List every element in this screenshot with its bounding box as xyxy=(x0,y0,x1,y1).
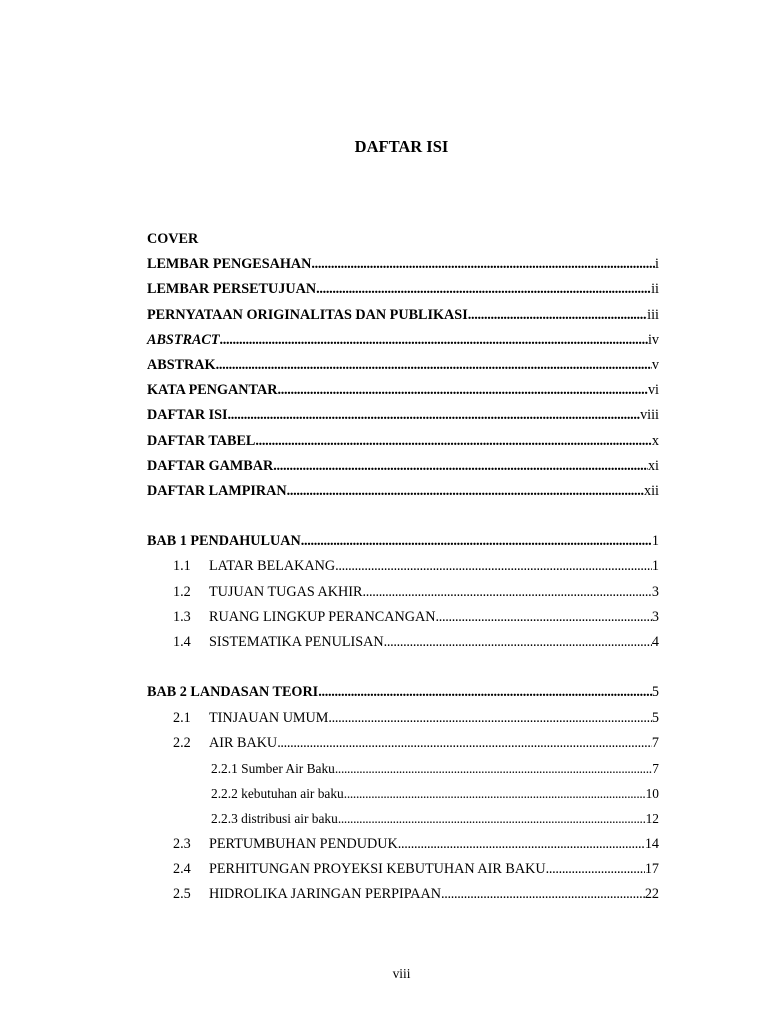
toc-page-number: 7 xyxy=(652,760,659,776)
dot-leader xyxy=(338,806,646,831)
toc-label: DAFTAR GAMBAR xyxy=(147,457,274,474)
toc-label: AIR BAKU xyxy=(209,734,278,751)
dot-leader xyxy=(468,303,647,328)
toc-subsection xyxy=(147,756,659,781)
dot-leader xyxy=(435,605,651,630)
toc-chapter-bab-1 xyxy=(147,529,659,554)
toc-label: DAFTAR ISI xyxy=(147,407,228,424)
toc-page-number: 17 xyxy=(644,860,659,877)
dot-leader xyxy=(311,252,655,277)
toc-section xyxy=(147,605,659,630)
toc-label: TUJUAN TUGAS AKHIR xyxy=(209,583,363,600)
toc-entry-daftar-gambar xyxy=(147,454,659,479)
toc-section xyxy=(147,857,659,882)
spacer xyxy=(147,655,659,680)
toc-chapter-bab-2 xyxy=(147,680,659,705)
toc-label: BAB 2 LANDASAN TEORI xyxy=(147,684,319,701)
toc-section xyxy=(147,731,659,756)
toc-label: BAB 1 PENDAHULUAN xyxy=(147,533,301,550)
toc-label: LEMBAR PENGESAHAN xyxy=(147,256,312,273)
toc-label: RUANG LINGKUP PERANCANGAN xyxy=(209,608,436,625)
toc-section xyxy=(147,554,659,579)
toc-section xyxy=(147,832,659,857)
toc-label: ABSTRAK xyxy=(147,356,216,373)
toc-page-number: iii xyxy=(647,306,659,323)
toc-section xyxy=(147,580,659,605)
toc-label: TINJAUAN UMUM xyxy=(209,709,329,726)
dot-leader xyxy=(316,277,651,302)
toc-label: PERHITUNGAN PROYEKSI KEBUTUHAN AIR BAKU xyxy=(209,860,546,877)
dot-leader xyxy=(344,781,646,806)
toc-section xyxy=(147,882,659,907)
dot-leader xyxy=(384,630,652,655)
toc-entry-lembar-pengesahan xyxy=(147,252,659,277)
toc-page-number: i xyxy=(655,256,659,273)
toc-section xyxy=(147,630,659,655)
toc-page-number: iv xyxy=(647,331,659,348)
toc-page-number: xi xyxy=(647,457,659,474)
toc-page-number: 4 xyxy=(651,634,659,650)
toc-entry-pernyataan xyxy=(147,303,659,328)
dot-leader xyxy=(220,328,648,353)
toc-subsection xyxy=(147,781,659,806)
toc-label: SISTEMATIKA PENULISAN xyxy=(209,634,384,650)
toc-page-number: 10 xyxy=(645,786,659,802)
dot-leader xyxy=(335,554,652,579)
toc-entry-cover xyxy=(147,227,659,252)
dot-leader xyxy=(335,756,652,781)
toc-label: 2.2.2 kebutuhan air baku xyxy=(211,786,344,802)
dot-leader xyxy=(277,378,648,403)
section-number: 2.2 xyxy=(173,734,191,751)
toc-entry-daftar-tabel xyxy=(147,429,659,454)
toc-label: KATA PENGANTAR xyxy=(147,382,278,399)
toc-page-number: 1 xyxy=(651,558,659,575)
dot-leader xyxy=(277,731,652,756)
table-of-contents xyxy=(147,227,659,907)
toc-entry-abstract xyxy=(147,328,659,353)
toc-label: ABSTRACT xyxy=(147,331,220,348)
toc-label: 2.2.3 distribusi air baku xyxy=(211,811,338,827)
toc-page-number: x xyxy=(651,432,659,449)
dot-leader xyxy=(398,832,645,857)
toc-page-number: xii xyxy=(644,482,659,499)
toc-label: DAFTAR LAMPIRAN xyxy=(147,482,287,499)
toc-label: DAFTAR TABEL xyxy=(147,432,256,449)
toc-subsection xyxy=(147,806,659,831)
toc-label: COVER xyxy=(147,231,199,247)
toc-entry-daftar-isi xyxy=(147,403,659,428)
toc-label: HIDROLIKA JARINGAN PERPIPAAN xyxy=(209,885,442,902)
spacer xyxy=(147,504,659,529)
toc-page-number: 22 xyxy=(644,885,659,902)
dot-leader xyxy=(328,706,651,731)
section-number: 1.3 xyxy=(173,608,191,625)
toc-page-number: vi xyxy=(647,382,659,399)
toc-page-number: 1 xyxy=(651,533,659,550)
toc-entry-lembar-persetujuan xyxy=(147,277,659,302)
dot-leader xyxy=(228,403,641,428)
toc-page-number: 7 xyxy=(651,734,659,751)
section-number: 1.1 xyxy=(173,558,191,575)
toc-page-number: 12 xyxy=(645,811,659,827)
dot-leader xyxy=(255,429,652,454)
toc-page-number: 3 xyxy=(651,608,659,625)
toc-page-number: ii xyxy=(651,281,659,298)
toc-page-number: 14 xyxy=(644,835,659,852)
toc-page-number: viii xyxy=(640,407,659,424)
toc-page-number: 3 xyxy=(651,583,659,600)
section-number: 1.4 xyxy=(173,634,191,650)
toc-page-number: 5 xyxy=(651,684,659,701)
toc-label: LATAR BELAKANG xyxy=(209,558,336,575)
page-title: DAFTAR ISI xyxy=(354,137,449,156)
toc-page-number: 5 xyxy=(651,709,659,726)
dot-leader xyxy=(362,580,651,605)
dot-leader xyxy=(301,529,652,554)
toc-label: LEMBAR PERSETUJUAN xyxy=(147,281,317,298)
dot-leader xyxy=(287,479,644,504)
toc-section xyxy=(147,706,659,731)
toc-entry-kata-pengantar xyxy=(147,378,659,403)
section-number: 2.3 xyxy=(173,835,191,852)
toc-page-number: v xyxy=(651,356,659,373)
dot-leader xyxy=(441,882,645,907)
toc-label: 2.2.1 Sumber Air Baku xyxy=(211,760,335,776)
toc-entry-daftar-lampiran xyxy=(147,479,659,504)
dot-leader xyxy=(546,857,645,882)
page-number-footer: viii xyxy=(392,966,411,981)
toc-entry-abstrak xyxy=(147,353,659,378)
section-number: 2.4 xyxy=(173,860,191,877)
dot-leader xyxy=(318,680,652,705)
section-number: 1.2 xyxy=(173,583,191,600)
dot-leader xyxy=(216,353,652,378)
toc-label: PERNYATAAN ORIGINALITAS DAN PUBLIKASI xyxy=(147,306,468,323)
dot-leader xyxy=(273,454,648,479)
section-number: 2.5 xyxy=(173,885,191,902)
toc-label: PERTUMBUHAN PENDUDUK xyxy=(209,835,398,852)
section-number: 2.1 xyxy=(173,709,191,726)
